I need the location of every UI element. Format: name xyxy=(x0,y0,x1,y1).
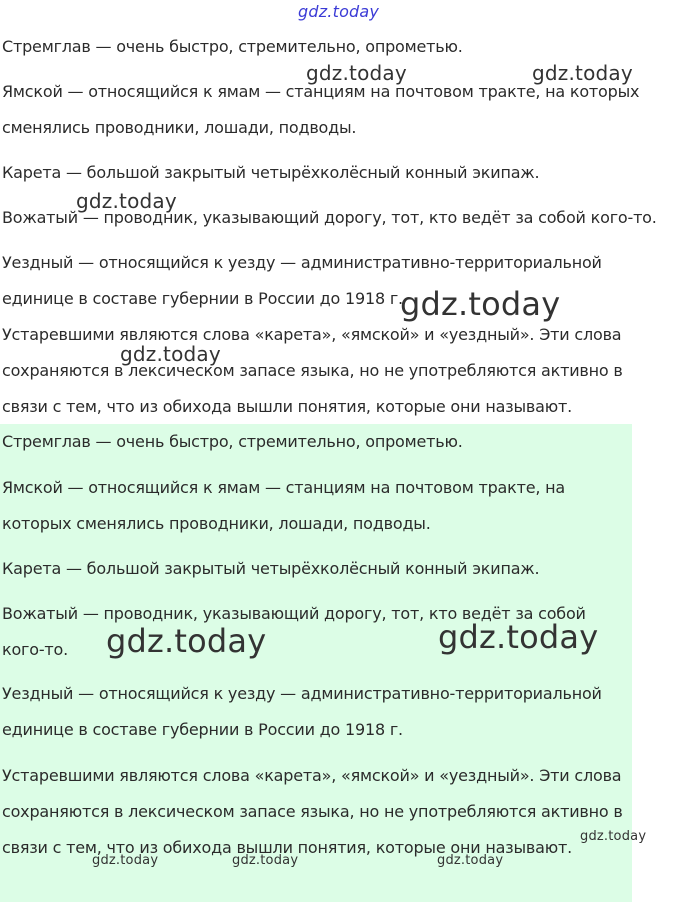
paragraph-conclusion: Устаревшими являются слова «карета», «ямской» и «уездный». Эти слова сохраняются в лексическом запасе языка, но не употребляются активно в связи с тем, что из обихода вышли понятия, которые они называют. xyxy=(2,325,623,416)
watermark: gdz.today xyxy=(532,61,633,85)
watermark: gdz.today xyxy=(92,853,159,868)
paragraph-vozhatyy: Вожатый — проводник, указывающий дорогу, тот, кто ведёт за собой кого-то. xyxy=(2,208,657,227)
paragraph-uezdnyy: Уездный — относящийся к уезду — административно-территориальной единице в составе губернии в России до 1918 г. xyxy=(2,253,602,308)
watermark: gdz.today xyxy=(106,622,267,660)
watermark: gdz.today xyxy=(120,342,221,366)
paragraph-vozhatyy: Вожатый — проводник, указывающий дорогу, тот, кто ведёт за собой кого-то. xyxy=(2,604,586,659)
paragraph-conclusion: Устаревшими являются слова «карета», «ямской» и «уездный». Эти слова сохраняются в лексическом запасе языка, но не употребляются активно в связи с тем, что из обихода вышли понятия, которые они называют. xyxy=(2,766,623,857)
watermark: gdz.today xyxy=(400,285,561,323)
watermark: gdz.today xyxy=(580,829,647,844)
watermark: gdz.today xyxy=(438,618,599,656)
paragraph-stremglav: Стремглав — очень быстро, стремительно, опрометью. xyxy=(2,432,463,451)
paragraph-uezdnyy: Уездный — относящийся к уезду — административно-территориальной единице в составе губернии в России до 1918 г. xyxy=(2,684,602,739)
paragraph-kareta: Карета — большой закрытый четырёхколёсный конный экипаж. xyxy=(2,163,540,182)
header-watermark: gdz.today xyxy=(298,2,380,21)
paragraph-yamskoy: Ямской — относящийся к ямам — станциям на почтовом тракте, на которых сменялись проводники, лошади, подводы. xyxy=(2,82,640,137)
watermark: gdz.today xyxy=(76,189,177,213)
watermark: gdz.today xyxy=(232,853,299,868)
watermark: gdz.today xyxy=(437,853,504,868)
highlighted-answer-box xyxy=(0,424,632,902)
paragraph-yamskoy: Ямской — относящийся к ямам — станциям на почтовом тракте, на которых сменялись проводники, лошади, подводы. xyxy=(2,478,565,533)
paragraph-stremglav: Стремглав — очень быстро, стремительно, опрометью. xyxy=(2,37,463,56)
watermark: gdz.today xyxy=(306,61,407,85)
paragraph-kareta: Карета — большой закрытый четырёхколёсный конный экипаж. xyxy=(2,559,540,578)
